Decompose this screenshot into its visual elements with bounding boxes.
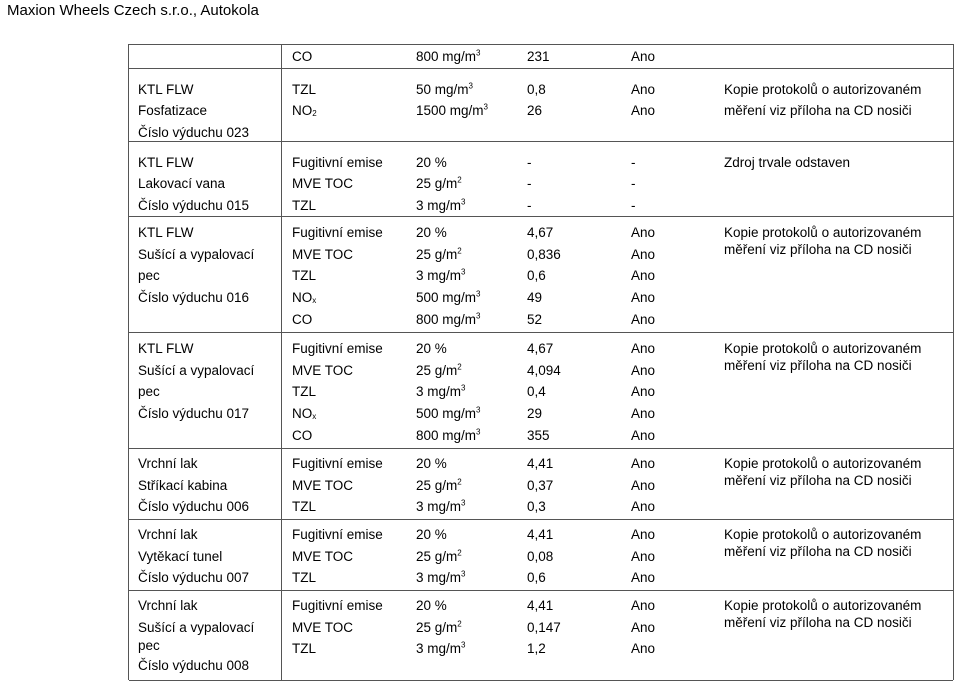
value-cell: 0,8 (527, 82, 546, 97)
value-cell: 0,3 (527, 499, 546, 514)
source-line: KTL FLW (138, 82, 194, 97)
table-row (129, 332, 953, 448)
value-cell: 4,67 (527, 341, 554, 356)
substance-cell: TZL (292, 268, 317, 283)
substance-cell: TZL (292, 384, 317, 399)
limit-cell: 20 % (416, 527, 447, 542)
note-line: Zdroj trvale odstaven (724, 155, 851, 170)
limit-cell: 3 $mg/m^3$ (416, 569, 466, 585)
source-line: Vytěkací tunel (138, 549, 223, 564)
source-line: Číslo výduchu 008 (138, 658, 250, 673)
source-line: Číslo výduchu 015 (138, 198, 250, 213)
table-row (129, 141, 953, 216)
substance-cell: MVE TOC (292, 478, 354, 493)
value-cell: - (527, 198, 532, 213)
source-line: Fosfatizace (138, 103, 208, 118)
substance-cell: TZL (292, 570, 317, 585)
source-line: Stříkací kabina (138, 478, 228, 493)
compliance-cell: Ano (631, 428, 656, 443)
note-line: měření viz příloha na CD nosiči (724, 358, 912, 373)
substance-cell: MVE TOC (292, 549, 354, 564)
source-line: KTL FLW (138, 155, 194, 170)
emissions-table (128, 44, 954, 680)
limit-cell: 25 $g/m^2$ (416, 477, 462, 493)
substance-cell: Fugitivní emise (292, 341, 383, 356)
substance-cell: MVE TOC (292, 620, 354, 635)
substance-cell: Fugitivní emise (292, 527, 383, 542)
limit-cell: 3 $mg/m^3$ (416, 267, 466, 283)
value-cell: 4,41 (527, 527, 554, 542)
note-line: měření viz příloha na CD nosiči (724, 473, 912, 488)
source-line: pec (138, 638, 160, 653)
compliance-cell: - (631, 155, 636, 170)
compliance-cell: Ano (631, 103, 656, 118)
limit-cell: 3 $mg/m^3$ (416, 498, 466, 514)
source-line: pec (138, 268, 160, 283)
limit-cell: 25 $g/m^2$ (416, 246, 462, 262)
note-line: Kopie protokolů o autorizovaném (724, 225, 922, 240)
substance-cell: CO (292, 312, 313, 327)
source-line: Vrchní lak (138, 456, 198, 471)
table-row (129, 216, 953, 332)
note-line: měření viz příloha na CD nosiči (724, 103, 912, 118)
table-row (129, 448, 953, 519)
limit-cell: 25 $g/m^2$ (416, 619, 462, 635)
substance-cell: Fugitivní emise (292, 456, 383, 471)
substance-cell: CO (292, 428, 313, 443)
value-cell: 0,37 (527, 478, 554, 493)
document-title: Maxion Wheels Czech s.r.o., Autokola (7, 2, 259, 19)
source-line: Číslo výduchu 023 (138, 125, 250, 140)
limit-cell: 800 $mg/m^3$ (416, 427, 481, 443)
value-cell: 0,6 (527, 570, 546, 585)
note-line: Kopie protokolů o autorizovaném (724, 527, 922, 542)
substance-cell: MVE TOC (292, 176, 354, 191)
limit-cell: 800 $mg/m^3$ (416, 48, 481, 64)
source-line: Sušící a vypalovací (138, 247, 255, 262)
source-line: Lakovací vana (138, 176, 226, 191)
table-row (129, 68, 953, 141)
source-line: Číslo výduchu 006 (138, 499, 250, 514)
compliance-cell: Ano (631, 82, 656, 97)
note-line: měření viz příloha na CD nosiči (724, 544, 912, 559)
value-cell: 49 (527, 290, 543, 305)
limit-cell: 25 $g/m^2$ (416, 175, 462, 191)
source-line: Vrchní lak (138, 527, 198, 542)
limit-cell: 800 $mg/m^3$ (416, 311, 481, 327)
source-line: KTL FLW (138, 341, 194, 356)
source-line: Číslo výduchu 007 (138, 570, 250, 585)
value-cell: 52 (527, 312, 543, 327)
compliance-cell: Ano (631, 598, 656, 613)
value-cell: 26 (527, 103, 543, 118)
limit-cell: 1500 $mg/m^3$ (416, 102, 488, 118)
note-line: Kopie protokolů o autorizovaném (724, 82, 922, 97)
limit-cell: 25 $g/m^2$ (416, 362, 462, 378)
substance-cell: TZL (292, 82, 317, 97)
value-cell: 0,6 (527, 268, 546, 283)
value-cell: 0,836 (527, 247, 561, 262)
compliance-cell: Ano (631, 247, 656, 262)
table-row (129, 44, 953, 68)
note-line: Kopie protokolů o autorizovaném (724, 598, 922, 613)
substance-cell: MVE TOC (292, 247, 354, 262)
compliance-cell: Ano (631, 527, 656, 542)
compliance-cell: Ano (631, 225, 656, 240)
substance-cell: CO (292, 49, 313, 64)
value-cell: 231 (527, 49, 550, 64)
limit-cell: 25 $g/m^2$ (416, 548, 462, 564)
limit-cell: 20 % (416, 225, 447, 240)
source-line: Vrchní lak (138, 598, 198, 613)
substance-cell: TZL (292, 198, 317, 213)
compliance-cell: Ano (631, 384, 656, 399)
note-line: Kopie protokolů o autorizovaném (724, 341, 922, 356)
substance-cell: MVE TOC (292, 363, 354, 378)
compliance-cell: Ano (631, 549, 656, 564)
compliance-cell: Ano (631, 499, 656, 514)
table-row (129, 519, 953, 590)
compliance-cell: Ano (631, 49, 656, 64)
value-cell: 29 (527, 406, 543, 421)
compliance-cell: Ano (631, 456, 656, 471)
value-cell: 355 (527, 428, 550, 443)
substance-cell: $NO_x$ (292, 290, 317, 305)
limit-cell: 500 $mg/m^3$ (416, 405, 481, 421)
compliance-cell: Ano (631, 478, 656, 493)
compliance-cell: Ano (631, 290, 656, 305)
compliance-cell: Ano (631, 570, 656, 585)
source-line: Sušící a vypalovací (138, 620, 255, 635)
substance-cell: Fugitivní emise (292, 155, 383, 170)
limit-cell: 500 $mg/m^3$ (416, 289, 481, 305)
compliance-cell: - (631, 176, 636, 191)
substance-cell: Fugitivní emise (292, 225, 383, 240)
value-cell: 4,41 (527, 598, 554, 613)
source-line: pec (138, 384, 160, 399)
limit-cell: 20 % (416, 341, 447, 356)
note-line: Kopie protokolů o autorizovaném (724, 456, 922, 471)
value-cell: 1,2 (527, 641, 546, 656)
value-cell: - (527, 176, 532, 191)
compliance-cell: - (631, 198, 636, 213)
source-line: Číslo výduchu 017 (138, 406, 250, 421)
source-line: Sušící a vypalovací (138, 363, 255, 378)
value-cell: - (527, 155, 532, 170)
limit-cell: 50 $mg/m^3$ (416, 81, 473, 97)
compliance-cell: Ano (631, 268, 656, 283)
value-cell: 4,67 (527, 225, 554, 240)
note-line: měření viz příloha na CD nosiči (724, 242, 912, 257)
value-cell: 0,08 (527, 549, 554, 564)
value-cell: 0,4 (527, 384, 546, 399)
source-line: Číslo výduchu 016 (138, 290, 250, 305)
compliance-cell: Ano (631, 406, 656, 421)
compliance-cell: Ano (631, 641, 656, 656)
substance-cell: $NO_2$ (292, 103, 317, 118)
compliance-cell: Ano (631, 363, 656, 378)
value-cell: 4,41 (527, 456, 554, 471)
source-line: KTL FLW (138, 225, 194, 240)
limit-cell: 3 $mg/m^3$ (416, 197, 466, 213)
substance-cell: TZL (292, 641, 317, 656)
substance-cell: $NO_x$ (292, 406, 317, 421)
limit-cell: 3 $mg/m^3$ (416, 383, 466, 399)
limit-cell: 20 % (416, 155, 447, 170)
substance-cell: TZL (292, 499, 317, 514)
note-line: měření viz příloha na CD nosiči (724, 615, 912, 630)
substance-cell: Fugitivní emise (292, 598, 383, 613)
limit-cell: 20 % (416, 456, 447, 471)
limit-cell: 20 % (416, 598, 447, 613)
table-row (129, 590, 953, 681)
compliance-cell: Ano (631, 620, 656, 635)
limit-cell: 3 $mg/m^3$ (416, 640, 466, 656)
compliance-cell: Ano (631, 341, 656, 356)
compliance-cell: Ano (631, 312, 656, 327)
value-cell: 0,147 (527, 620, 561, 635)
value-cell: 4,094 (527, 363, 561, 378)
